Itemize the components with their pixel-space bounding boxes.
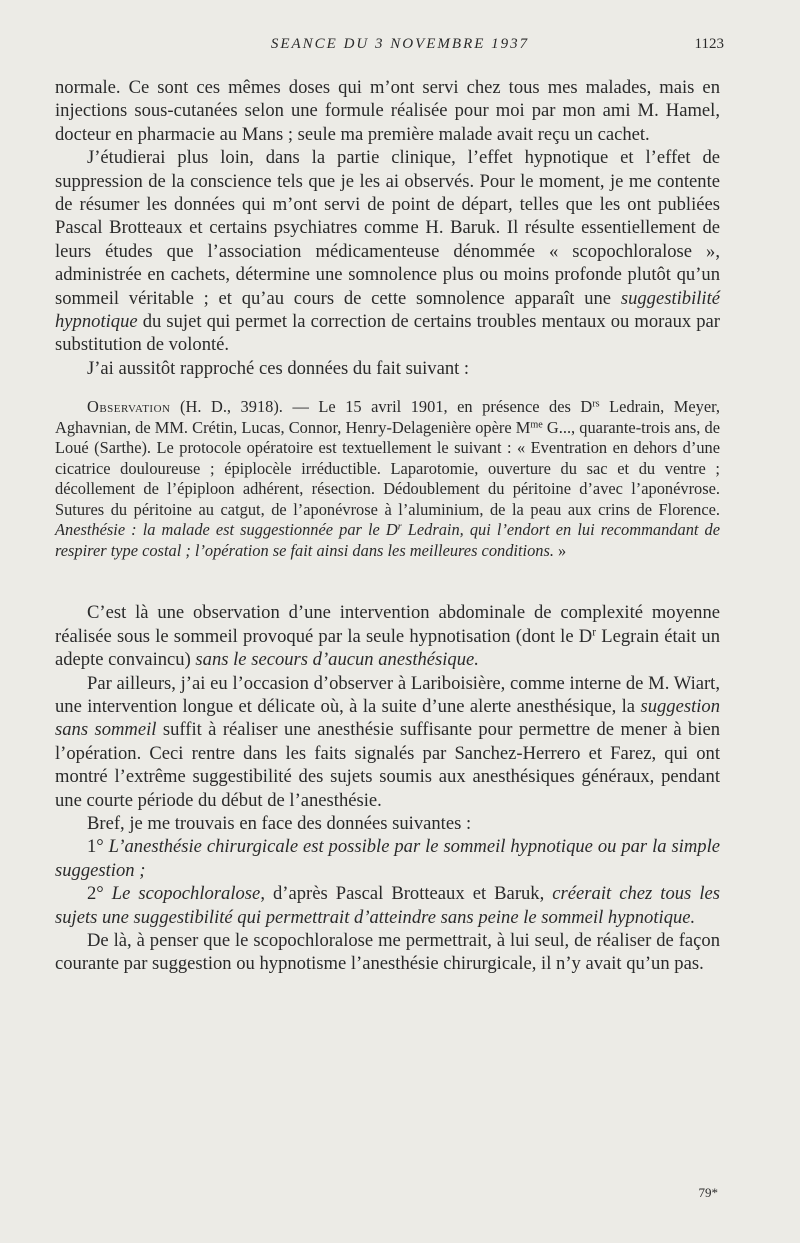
italic-run: sans le secours d’aucun anesthésique.	[195, 649, 479, 671]
observation-text	[55, 397, 720, 561]
italic-run: L’anesthésie chirurgicale est possible par le sommeil hypnotique ou par la simple suggestion ;	[55, 836, 720, 881]
italic-run: Anesthésie : la malade est suggestionnée par le D	[55, 520, 398, 540]
italic-run: suggestion sans sommeil	[55, 695, 720, 741]
italic-run: Le scopochloralose	[111, 883, 261, 905]
list-item	[55, 882, 720, 929]
text-run: Legrain était un adepte convaincu)	[55, 625, 720, 671]
text-run: J’étudierai plus loin, dans la partie clinique, l’effet hypnotique et l’effet de suppression de la conscience tels que je les ai observés. Pour le moment, je me contente de résumer les données qui m’ont servi de point de départ, telles que les ont publiées Pascal Brotteaux et certains psychiatres comme H. Baruk. Il résulte essentiellement de leurs études que l’association médicamenteuse dénommée « scopochloralose », administrée en cachets, détermine une somnolence plus ou moins profonde plutôt qu’un sommeil véritable ; et qu’au cours de cette somnolence apparaît une	[55, 147, 720, 309]
text-run: Ledrain, Meyer, Aghavnian, de MM. Crétin, Lucas, Connor, Henry-Delagenière opère M	[55, 397, 720, 437]
superscript: r	[592, 626, 597, 639]
paragraph: normale. Ce sont ces mêmes doses qui m’ont servi chez tous mes malades, mais en injections sous-cutanées selon une formule réalisée pour moi par mon ami M. Hamel, docteur en pharmacie au Mans ; seule ma première malade avait reçu un cachet.	[55, 77, 720, 145]
superscript: r	[397, 521, 402, 533]
text-run: suffit à réaliser une anesthésie suffisante pour permettre de mener à bien l’opération. Ceci rentre dans les faits signalés par Sanchez-Herrero et Farez, qui ont montré l’extrême suggestibilité des sujets soumis aux anesthésiques généraux, pendant une courte période du début de l’anesthésie.	[55, 719, 721, 811]
italic-run: créerait chez tous les sujets une suggestibilité qui permettrait d’atteindre sans peine le sommeil hypnotique.	[55, 883, 720, 928]
superscript: rs	[592, 398, 600, 410]
page-number: 1123	[694, 36, 724, 52]
paragraph	[55, 672, 720, 812]
paragraph: J’ai aussitôt rapproché ces données du fait suivant :	[87, 357, 470, 379]
page-header	[0, 36, 800, 56]
superscript: me	[530, 419, 543, 431]
text-run: C’est là une observation d’une intervention abdominale de complexité moyenne réalisée sous le sommeil provoqué par la seule hypnotisation (dont le D	[55, 602, 720, 647]
paragraph: De là, à penser que le scopochloralose me permettrait, à lui seul, de réaliser de façon courante par suggestion ou hypnotisme l’anesthésie chirurgicale, il n’y avait qu’un pas.	[55, 929, 720, 975]
paragraph: Bref, je me trouvais en face des données suivantes :	[87, 812, 472, 834]
text-run: 1°	[87, 836, 109, 858]
italic-run: Ledrain, qui l’endort en lui recommandant de respirer type costal ; l’opération se fait ainsi dans les meilleures conditions.	[55, 520, 720, 560]
italic-run: suggestibilité hypnotique	[55, 287, 720, 333]
paragraph	[55, 146, 720, 357]
text-run: G..., quarante-trois ans, de Loué (Sarthe). Le protocole opératoire est textuellement le suivant : « Eventration en dehors d’une cicatrice douloureuse ; épiplocèle irréductible. Laparotomie, ouverture du sac et du ventre ; décollement de l’épiploon adhérent, résection. Dédoublement du péritoine d’avec l’aponévrose. Sutures du péritoine au catgut, de l’aponévrose à l’aluminium, de la peau aux crins de Florence.	[55, 417, 720, 519]
signature-mark: 79*	[698, 1185, 718, 1200]
observation-block	[55, 397, 720, 561]
body-text	[55, 76, 720, 976]
list-item	[55, 835, 720, 882]
paragraph	[55, 601, 720, 671]
text-run: , d’après Pascal Brotteaux et Baruk,	[260, 883, 553, 905]
text-run: 2°	[87, 883, 112, 905]
observation-label: Observation	[87, 397, 171, 417]
running-head: SEANCE DU 3 NOVEMBRE 1937	[270, 36, 530, 52]
text-run: Par ailleurs, j’ai eu l’occasion d’observer à Lariboisière, comme interne de M. Wiart, une intervention longue et délicate où, à la suite d’une alerte anesthésique, la	[55, 672, 720, 717]
text-run: (H. D., 3918). — Le 15 avril 1901, en présence des D	[170, 397, 593, 417]
text-run: »	[553, 540, 567, 560]
text-run: du sujet qui permet la correction de certains troubles mentaux ou moraux par substitution de volonté.	[55, 311, 720, 356]
